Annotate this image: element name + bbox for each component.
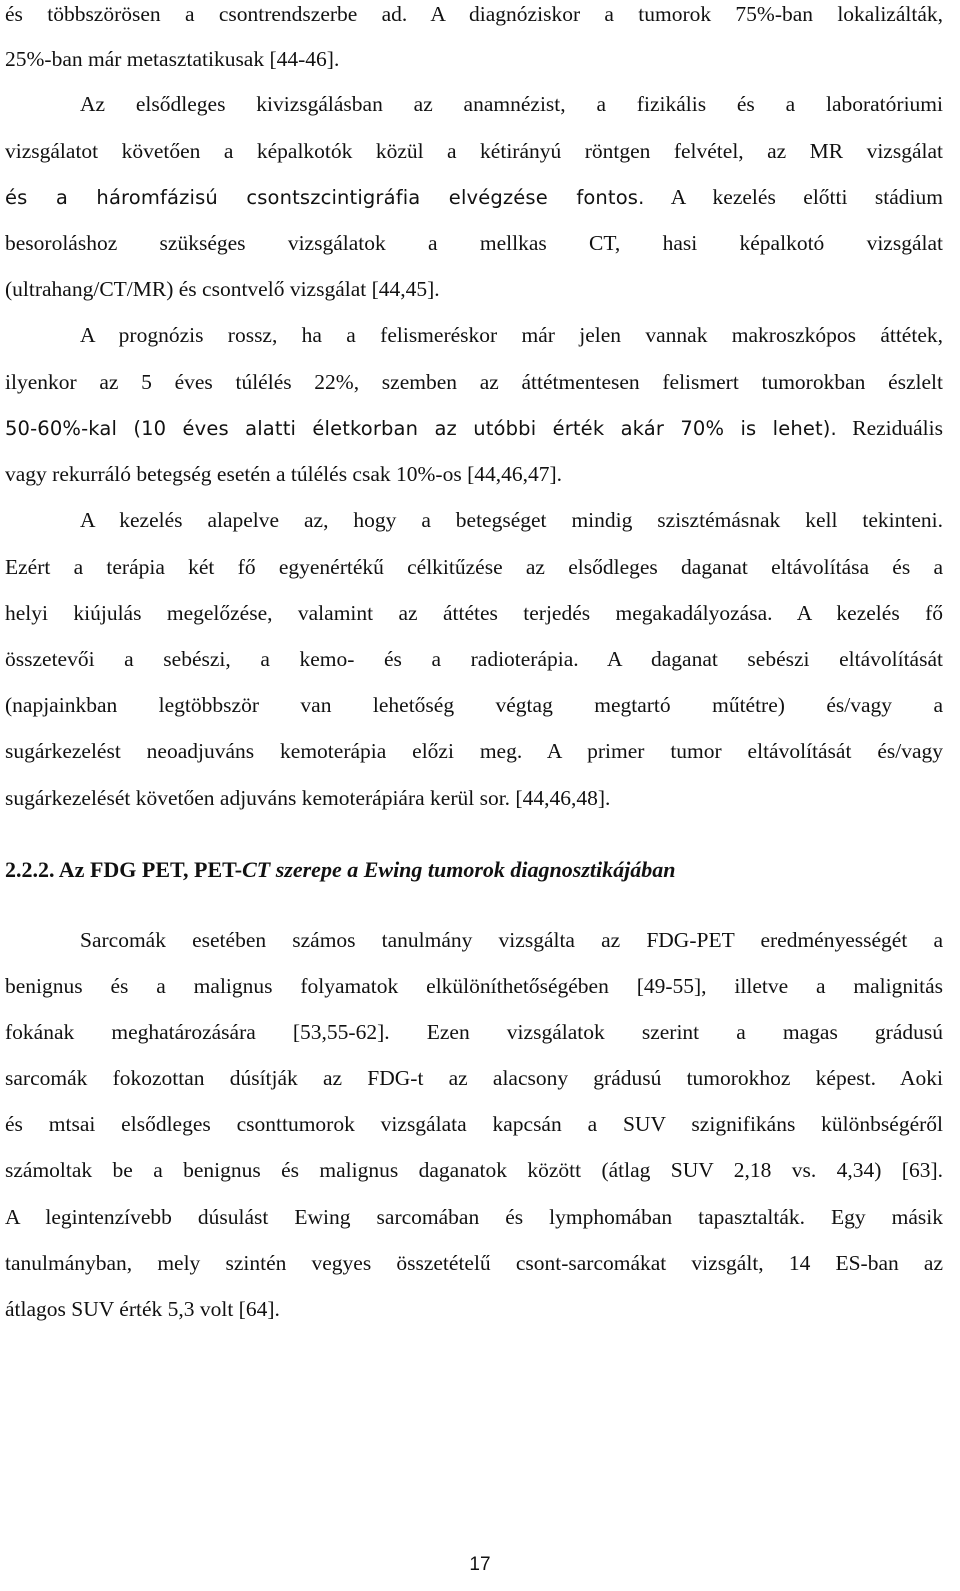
text-fragment: és a háromfázisú csontszcintigráfia elvégzése fontos.: [5, 186, 645, 209]
page-number: 17: [469, 1554, 491, 1575]
text-fragment: 50-60%-kal (10 éves alatti életkorban az utóbbi érték akár 70% is lehet).: [5, 417, 837, 440]
text-line: átlagos SUV érték 5,3 volt [64].: [5, 1297, 280, 1321]
section-heading: [5, 857, 675, 883]
text-line: Ezért a terápia két fő egyenértékű célkitűzése az elsődleges daganat eltávolítása és a: [5, 555, 943, 579]
text-line: és többszörösen a csontrendszerbe ad. A diagnóziskor a tumorok 75%-ban lokalizálták,: [5, 2, 943, 26]
section-number: 2.2.2.: [5, 857, 55, 882]
text-line: és mtsai elsődleges csonttumorok vizsgálata kapcsán a SUV szignifikáns különbségéről: [5, 1112, 943, 1136]
text-line: összetevői a sebészi, a kemo- és a radioterápia. A daganat sebészi eltávolítását: [5, 647, 943, 671]
text-line: tanulmányban, mely szintén vegyes összetételű csont-sarcomákat vizsgált, 14 ES-ban az: [5, 1251, 943, 1275]
text-line: ilyenkor az 5 éves túlélés 22%, szemben az áttétmentesen felismert tumorokban észlelt: [5, 370, 943, 394]
text-line: sugárkezelést neoadjuváns kemoterápia előzi meg. A primer tumor eltávolítását és/vagy: [5, 739, 943, 763]
text-line: fokának meghatározására [53,55-62]. Ezen vizsgálatok szerint a magas grádusú: [5, 1020, 943, 1044]
text-line: A legintenzívebb dúsulást Ewing sarcomában és lymphomában tapasztalták. Egy másik: [5, 1205, 943, 1229]
text-line: benignus és a malignus folyamatok elkülöníthetőségében [49-55], illetve a malignitás: [5, 974, 943, 998]
text-line: (napjainkban legtöbbször van lehetőség végtag megtartó műtétre) és/vagy a: [5, 693, 943, 717]
text-line: [5, 185, 943, 210]
text-fragment: A kezelés előtti stádium: [644, 185, 944, 209]
text-line: (ultrahang/CT/MR) és csontvelő vizsgálat [44,45].: [5, 277, 440, 301]
text-line: 25%-ban már metasztatikusak [44-46].: [5, 47, 340, 71]
text-line: vagy rekurráló betegség esetén a túlélés csak 10%-os [44,46,47].: [5, 462, 563, 486]
text-line: helyi kiújulás megelőzése, valamint az áttétes terjedés megakadályozása. A kezelés fő: [5, 601, 943, 625]
text-line: vizsgálatot követően a képalkotók közül a kétirányú röntgen felvétel, az MR vizsgálat: [5, 139, 943, 163]
text-line: Sarcomák esetében számos tanulmány vizsgálta az FDG-PET eredményességét a: [80, 928, 943, 952]
text-line: besoroláshoz szükséges vizsgálatok a mellkas CT, hasi képalkotó vizsgálat: [5, 231, 943, 255]
text-line: [5, 416, 943, 441]
text-line: Az elsődleges kivizsgálásban az anamnézist, a fizikális és a laboratóriumi: [80, 92, 943, 116]
text-fragment: Reziduális: [836, 416, 943, 440]
text-line: sarcomák fokozottan dúsítják az FDG-t az alacsony grádusú tumorokhoz képest. Aoki: [5, 1066, 943, 1090]
heading-text: Az FDG PET, PET-: [54, 857, 243, 882]
text-line: sugárkezelését követően adjuváns kemoterápiára kerül sor. [44,46,48].: [5, 786, 611, 810]
text-line: A prognózis rossz, ha a felismeréskor már jelen vannak makroszkópos áttétek,: [80, 323, 943, 347]
text-line: számoltak be a benignus és malignus daganatok között (átlag SUV 2,18 vs. 4,34) [63].: [5, 1158, 943, 1182]
text-line: A kezelés alapelve az, hogy a betegséget mindig szisztémásnak kell tekinteni.: [80, 508, 943, 532]
heading-text-italic: CT szerepe a Ewing tumorok diagnosztikájában: [242, 857, 676, 882]
